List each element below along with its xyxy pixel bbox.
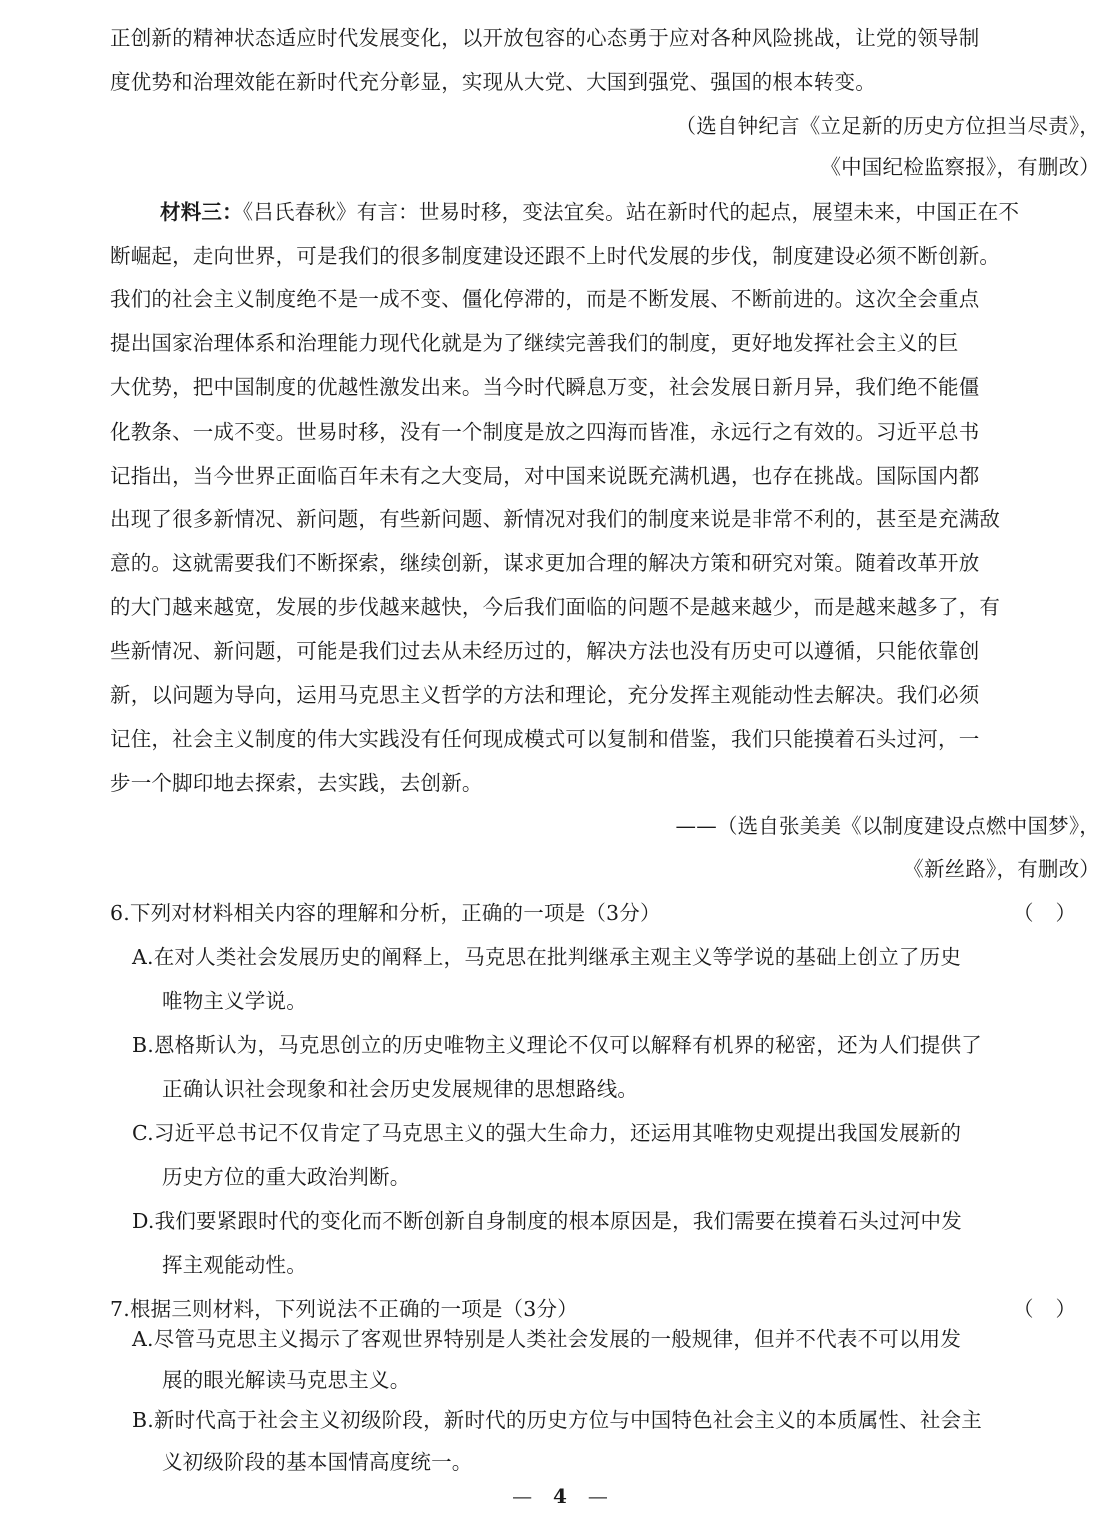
paragraph-line: 的大门越来越宽，发展的步伐越来越快，今后我们面临的问题不是越来越少，而是越来越多了，有	[110, 595, 1001, 619]
footer-dash-right: —	[587, 1484, 608, 1508]
source-citation: （选自钟纪言《立足新的历史方位担当尽责》，	[675, 114, 1100, 138]
answer-blank[interactable]: （）	[1013, 1297, 1098, 1321]
q7-option-a-cont: 展的眼光解读马克思主义。	[162, 1368, 411, 1392]
q6-option-a: A.在对人类社会发展历史的阐释上，马克思在批判继承主观主义等学说的基础上创立了历史	[132, 945, 962, 969]
page-number: 4	[553, 1484, 567, 1508]
material-three-label: 材料三：	[160, 200, 243, 224]
paragraph-line: 正创新的精神状态适应时代发展变化，以开放包容的心态勇于应对各种风险挑战，让党的领导制	[110, 26, 980, 50]
source-citation: 《中国纪检监察报》，有删改）	[820, 155, 1100, 179]
paragraph-line: 度优势和治理效能在新时代充分彰显，实现从大党、大国到强党、强国的根本转变。	[110, 70, 876, 94]
paragraph-line: 我们的社会主义制度绝不是一成不变、僵化停滞的，而是不断发展、不断前进的。这次全会重点	[110, 287, 980, 311]
paragraph-line: 大优势，把中国制度的优越性激发出来。当今时代瞬息万变，社会发展日新月异，我们绝不能僵	[110, 375, 980, 399]
q6-option-b: B.恩格斯认为，马克思创立的历史唯物主义理论不仅可以解释有机界的秘密，还为人们提供了	[132, 1033, 982, 1057]
source-citation: 《新丝路》，有删改）	[903, 857, 1100, 881]
q6-option-d-cont: 挥主观能动性。	[162, 1253, 307, 1277]
paragraph-line: 意的。这就需要我们不断探索，继续创新，谋求更加合理的解决方策和研究对策。随着改革开放	[110, 551, 980, 575]
answer-blank[interactable]: （）	[1013, 901, 1098, 925]
q7-option-b: B.新时代高于社会主义初级阶段，新时代的历史方位与中国特色社会主义的本质属性、社会主	[132, 1408, 982, 1432]
paragraph-line: 步一个脚印地去探索，去实践，去创新。	[110, 771, 483, 795]
paragraph-line: 出现了很多新情况、新问题，有些新问题、新情况对我们的制度来说是非常不利的，甚至是充满敌	[110, 507, 1001, 531]
q6-option-c: C.习近平总书记不仅肯定了马克思主义的强大生命力，还运用其唯物史观提出我国发展新的	[132, 1121, 962, 1145]
question-6-stem: 6.下列对材料相关内容的理解和分析，正确的一项是（3分）	[110, 901, 661, 925]
paragraph-line: 记住，社会主义制度的伟大实践没有任何现成模式可以复制和借鉴，我们只能摸着石头过河，一	[110, 727, 980, 751]
q6-option-d: D.我们要紧跟时代的变化而不断创新自身制度的根本原因是，我们需要在摸着石头过河中发	[132, 1209, 962, 1233]
question-7-stem: 7.根据三则材料，下列说法不正确的一项是（3分）	[110, 1297, 578, 1321]
footer-dash-left: —	[512, 1484, 533, 1508]
q7-option-a: A.尽管马克思主义揭示了客观世界特别是人类社会发展的一般规律，但并不代表不可以用发	[132, 1327, 962, 1351]
paragraph-line: 化教条、一成不变。世易时移，没有一个制度是放之四海而皆准，永远行之有效的。习近平总书	[110, 420, 980, 444]
paragraph-line: 记指出，当今世界正面临百年未有之大变局，对中国来说既充满机遇，也存在挑战。国际国内都	[110, 464, 980, 488]
source-citation: ——（选自张美美《以制度建设点燃中国梦》，	[675, 814, 1100, 838]
paragraph-line: 提出国家治理体系和治理能力现代化就是为了继续完善我们的制度，更好地发挥社会主义的巨	[110, 331, 959, 355]
q6-option-c-cont: 历史方位的重大政治判断。	[162, 1165, 411, 1189]
paragraph-line: 些新情况、新问题，可能是我们过去从未经历过的，解决方法也没有历史可以遵循，只能依靠创	[110, 639, 980, 663]
paragraph-line: 新，以问题为导向，运用马克思主义哲学的方法和理论，充分发挥主观能动性去解决。我们必须	[110, 683, 980, 707]
page-footer	[0, 1482, 1120, 1510]
paragraph-line: 断崛起，走向世界，可是我们的很多制度建设还跟不上时代发展的步伐，制度建设必须不断创新。	[110, 244, 1001, 268]
q6-option-a-cont: 唯物主义学说。	[162, 989, 307, 1013]
q6-option-b-cont: 正确认识社会现象和社会历史发展规律的思想路线。	[162, 1077, 639, 1101]
material-three-text: 《吕氏春秋》有言：世易时移，变法宜矣。站在新时代的起点，展望未来，中国正在不	[242, 200, 1020, 224]
material-three-first-line	[160, 198, 1100, 226]
q7-option-b-cont: 义初级阶段的基本国情高度统一。	[162, 1450, 473, 1474]
